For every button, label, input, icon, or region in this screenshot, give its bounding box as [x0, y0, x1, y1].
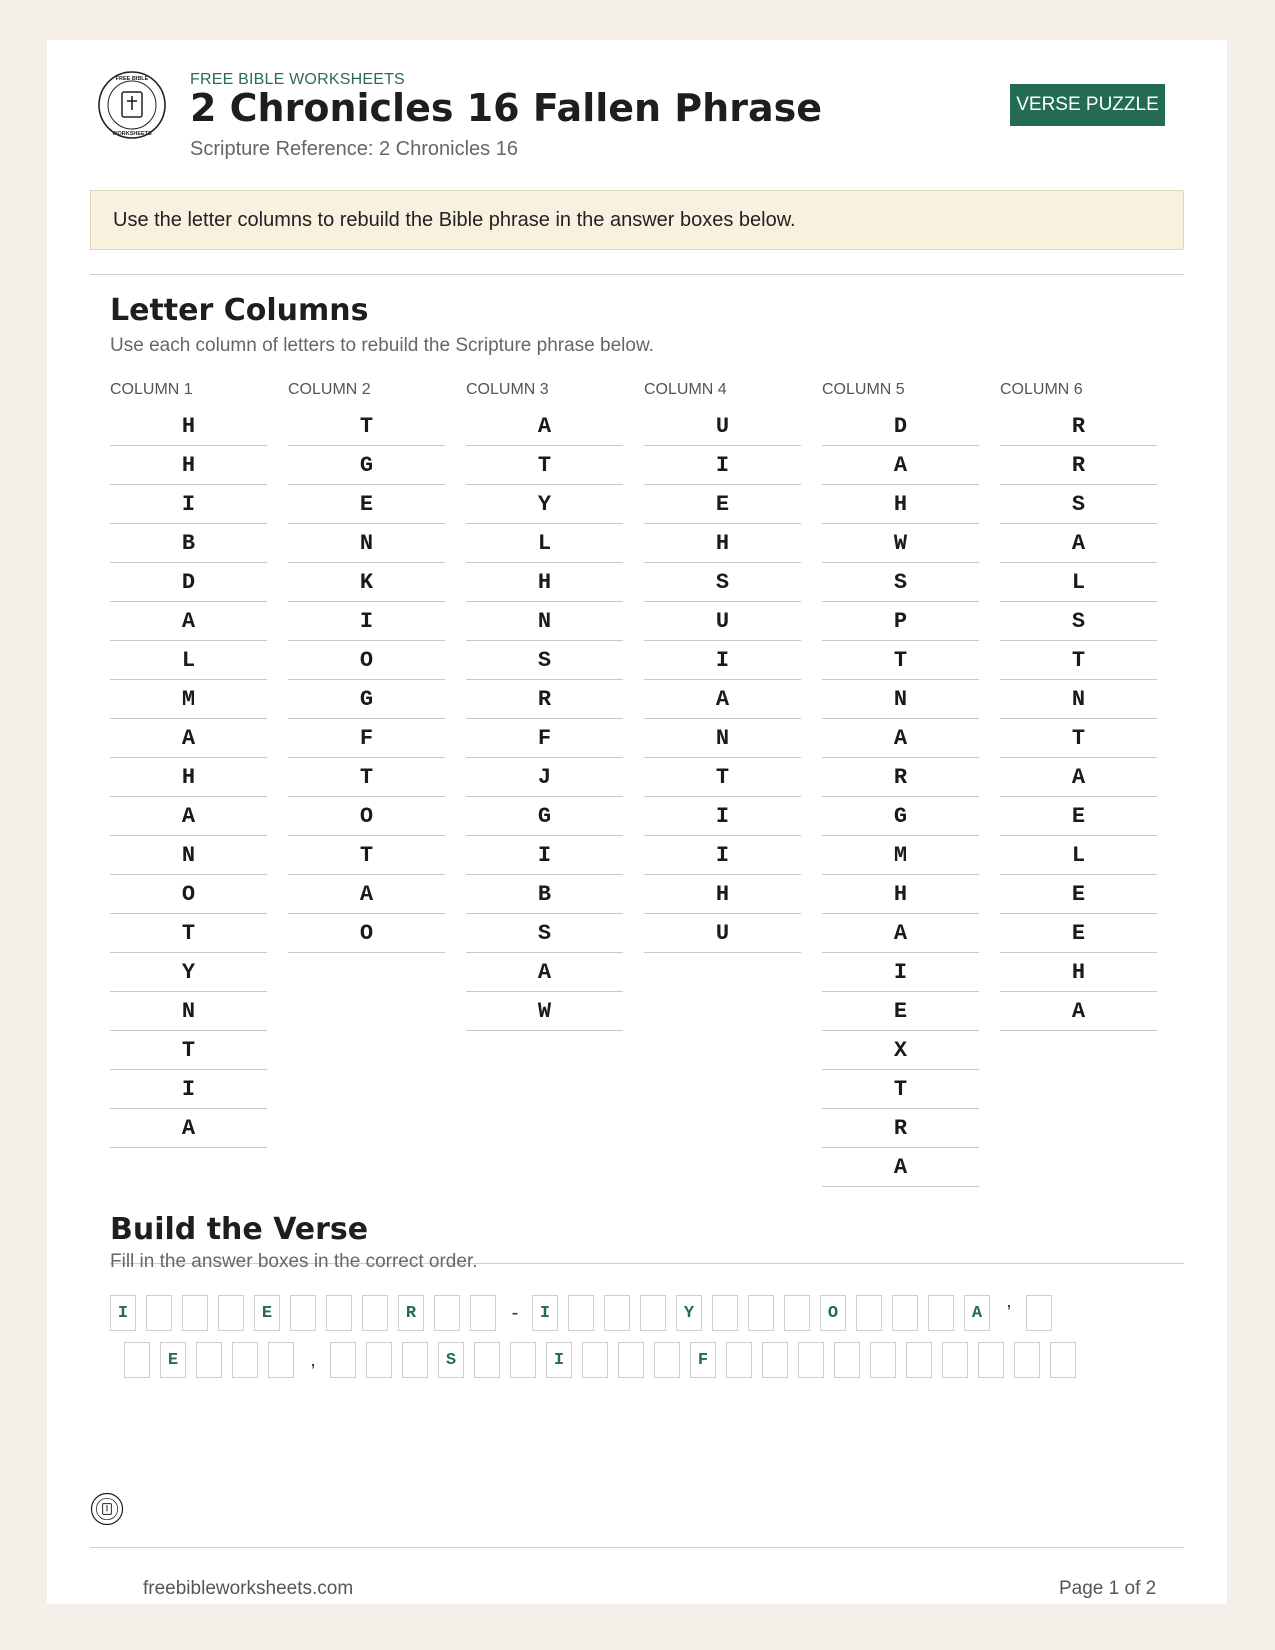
column-letter: A [822, 914, 979, 953]
verse-puzzle-badge: VERSE PUZZLE [1010, 84, 1165, 126]
answer-box[interactable] [906, 1342, 932, 1378]
answer-box[interactable] [726, 1342, 752, 1378]
footer-site-url[interactable]: freebibleworksheets.com [143, 1578, 354, 1599]
column-letter: H [822, 875, 979, 914]
column-letter: A [644, 680, 801, 719]
column-letter: A [1000, 758, 1157, 797]
column-letter: J [466, 758, 623, 797]
column-letter: H [110, 446, 267, 485]
column-letter: A [1000, 524, 1157, 563]
column-letter: O [288, 914, 445, 953]
column-letter: H [822, 485, 979, 524]
column-letter: A [110, 602, 267, 641]
column-letter: M [110, 680, 267, 719]
column-letter: F [466, 719, 623, 758]
answer-box[interactable] [942, 1342, 968, 1378]
column-letter: H [1000, 953, 1157, 992]
svg-text:WORKSHEETS: WORKSHEETS [112, 131, 152, 137]
answer-box[interactable] [474, 1342, 500, 1378]
answer-box[interactable] [856, 1295, 882, 1331]
answer-box[interactable] [182, 1295, 208, 1331]
column-letter: S [644, 563, 801, 602]
column-letter: O [110, 875, 267, 914]
column-letter: R [466, 680, 623, 719]
answer-box[interactable] [870, 1342, 896, 1378]
column-letter: S [466, 914, 623, 953]
column-letter: R [1000, 446, 1157, 485]
column-letter: E [822, 992, 979, 1031]
brand-label: FREE BIBLE WORKSHEETS [190, 71, 405, 88]
footer-logo-icon [90, 1492, 124, 1526]
answer-box[interactable] [604, 1295, 630, 1331]
column-letter: H [110, 758, 267, 797]
letter-columns-title: Letter Columns [110, 293, 369, 328]
answer-box[interactable] [326, 1295, 352, 1331]
answer-box[interactable] [654, 1342, 680, 1378]
answer-box-hint[interactable]: Y [676, 1295, 702, 1331]
letter-column-1 [110, 377, 267, 1148]
letter-columns-subtitle: Use each column of letters to rebuild the Scripture phrase below. [110, 335, 654, 356]
column-letter: E [644, 485, 801, 524]
column-label: COLUMN 1 [110, 381, 193, 398]
column-letter: L [466, 524, 623, 563]
column-letter: E [1000, 875, 1157, 914]
column-letter: A [822, 446, 979, 485]
column-letter: T [288, 836, 445, 875]
punctuation-mark: ’ [1006, 1302, 1012, 1324]
column-letter: R [822, 758, 979, 797]
answer-box[interactable] [402, 1342, 428, 1378]
column-letter: A [466, 953, 623, 992]
column-letter: G [466, 797, 623, 836]
column-letter: H [644, 875, 801, 914]
column-letter: O [288, 797, 445, 836]
column-letter: H [110, 407, 267, 446]
column-letter: G [288, 446, 445, 485]
column-letter: T [288, 407, 445, 446]
column-letter: I [822, 953, 979, 992]
answer-box[interactable] [366, 1342, 392, 1378]
answer-box[interactable] [218, 1295, 244, 1331]
footer-divider [90, 1547, 1184, 1548]
answer-box[interactable] [798, 1342, 824, 1378]
column-letter: M [822, 836, 979, 875]
answer-box-hint[interactable]: F [690, 1342, 716, 1378]
answer-box-hint[interactable]: S [438, 1342, 464, 1378]
answer-box-hint[interactable]: A [964, 1295, 990, 1331]
column-letter: I [644, 641, 801, 680]
letter-column-3 [466, 377, 623, 1031]
column-letter: A [110, 1109, 267, 1148]
answer-box[interactable] [290, 1295, 316, 1331]
column-letter: Y [110, 953, 267, 992]
column-letter: H [644, 524, 801, 563]
column-letter: L [110, 641, 267, 680]
punctuation-mark: , [310, 1349, 316, 1371]
column-letter: D [822, 407, 979, 446]
letter-column-5 [822, 377, 979, 1187]
answer-box[interactable] [146, 1295, 172, 1331]
column-letter: S [466, 641, 623, 680]
column-letter: N [110, 836, 267, 875]
column-letter: E [1000, 797, 1157, 836]
column-label: COLUMN 3 [466, 381, 549, 398]
column-letter: L [1000, 563, 1157, 602]
column-letter: W [466, 992, 623, 1031]
column-letter: N [288, 524, 445, 563]
column-letter: B [466, 875, 623, 914]
column-letter: G [288, 680, 445, 719]
answer-box[interactable] [1026, 1295, 1052, 1331]
worksheet-page [47, 40, 1227, 1604]
column-letter: B [110, 524, 267, 563]
column-letter: P [822, 602, 979, 641]
page-title: 2 Chronicles 16 Fallen Phrase [190, 86, 822, 130]
column-letter: E [1000, 914, 1157, 953]
answer-box-hint[interactable]: O [820, 1295, 846, 1331]
column-letter: R [822, 1109, 979, 1148]
column-letter: K [288, 563, 445, 602]
column-letter: F [288, 719, 445, 758]
footer-page-number: Page 1 of 2 [1059, 1578, 1157, 1599]
column-letter: S [1000, 602, 1157, 641]
column-label: COLUMN 4 [644, 381, 727, 398]
answer-box[interactable] [748, 1295, 774, 1331]
build-verse-title: Build the Verse [110, 1212, 369, 1247]
punctuation-mark: - [511, 1302, 519, 1324]
column-letter: U [644, 602, 801, 641]
column-letter: I [110, 485, 267, 524]
answer-box[interactable] [232, 1342, 258, 1378]
column-letter: I [644, 836, 801, 875]
svg-text:FREE BIBLE: FREE BIBLE [115, 76, 149, 82]
column-letter: I [644, 797, 801, 836]
column-letter: H [466, 563, 623, 602]
column-letter: T [1000, 719, 1157, 758]
answer-box[interactable] [470, 1295, 496, 1331]
answer-box[interactable] [618, 1342, 644, 1378]
worksheet-logo-icon [97, 70, 167, 140]
column-letter: N [1000, 680, 1157, 719]
answer-box[interactable] [892, 1295, 918, 1331]
column-letter: A [1000, 992, 1157, 1031]
column-letter: T [288, 758, 445, 797]
column-letter: N [644, 719, 801, 758]
column-letter: O [288, 641, 445, 680]
answer-box[interactable] [928, 1295, 954, 1331]
answer-box[interactable] [640, 1295, 666, 1331]
column-letter: A [466, 407, 623, 446]
build-verse-subtitle: Fill in the answer boxes in the correct order. [110, 1251, 478, 1272]
column-letter: L [1000, 836, 1157, 875]
column-letter: N [822, 680, 979, 719]
column-letter: R [1000, 407, 1157, 446]
answer-box-hint[interactable]: E [160, 1342, 186, 1378]
column-letter: T [110, 1031, 267, 1070]
answer-box[interactable] [196, 1342, 222, 1378]
column-letter: A [822, 719, 979, 758]
column-letter: I [466, 836, 623, 875]
answer-box[interactable] [1014, 1342, 1040, 1378]
column-letter: S [1000, 485, 1157, 524]
column-letter: A [822, 1148, 979, 1187]
column-letter: S [822, 563, 979, 602]
column-letter: X [822, 1031, 979, 1070]
column-letter: W [822, 524, 979, 563]
column-letter: E [288, 485, 445, 524]
column-letter: I [288, 602, 445, 641]
column-letter: Y [466, 485, 623, 524]
answer-box[interactable] [362, 1295, 388, 1331]
column-letter: I [110, 1070, 267, 1109]
answer-row-2 [110, 1342, 1180, 1382]
column-letter: G [822, 797, 979, 836]
answer-box-hint[interactable]: I [546, 1342, 572, 1378]
column-letter: T [466, 446, 623, 485]
column-letter: A [110, 797, 267, 836]
column-letter: T [644, 758, 801, 797]
column-label: COLUMN 6 [1000, 381, 1083, 398]
column-letter: U [644, 407, 801, 446]
answer-row-1 [110, 1295, 1180, 1335]
column-label: COLUMN 2 [288, 381, 371, 398]
column-letter: T [1000, 641, 1157, 680]
letter-column-4 [644, 377, 801, 953]
column-letter: D [110, 563, 267, 602]
answer-box-hint[interactable]: I [110, 1295, 136, 1331]
column-letter: T [822, 641, 979, 680]
scripture-reference: Scripture Reference: 2 Chronicles 16 [190, 138, 518, 160]
column-letter: N [110, 992, 267, 1031]
column-letter: A [288, 875, 445, 914]
column-letter: I [644, 446, 801, 485]
answer-box-hint[interactable]: R [398, 1295, 424, 1331]
answer-box[interactable] [510, 1342, 536, 1378]
answer-box[interactable] [784, 1295, 810, 1331]
answer-box[interactable] [1050, 1342, 1076, 1378]
column-letter: U [644, 914, 801, 953]
letter-column-2 [288, 377, 445, 953]
answer-box[interactable] [978, 1342, 1004, 1378]
answer-box[interactable] [268, 1342, 294, 1378]
answer-box[interactable] [712, 1295, 738, 1331]
answer-box-hint[interactable]: E [254, 1295, 280, 1331]
instructions-box: Use the letter columns to rebuild the Bible phrase in the answer boxes below. [90, 190, 1184, 250]
answer-box[interactable] [124, 1342, 150, 1378]
divider [90, 274, 1184, 275]
answer-box[interactable] [434, 1295, 460, 1331]
answer-box[interactable] [762, 1342, 788, 1378]
answer-box[interactable] [834, 1342, 860, 1378]
column-letter: N [466, 602, 623, 641]
answer-box[interactable] [582, 1342, 608, 1378]
answer-box[interactable] [568, 1295, 594, 1331]
letter-column-6 [1000, 377, 1157, 1031]
column-letter: T [822, 1070, 979, 1109]
answer-box[interactable] [330, 1342, 356, 1378]
column-letter: T [110, 914, 267, 953]
column-label: COLUMN 5 [822, 381, 905, 398]
column-letter: A [110, 719, 267, 758]
answer-box-hint[interactable]: I [532, 1295, 558, 1331]
